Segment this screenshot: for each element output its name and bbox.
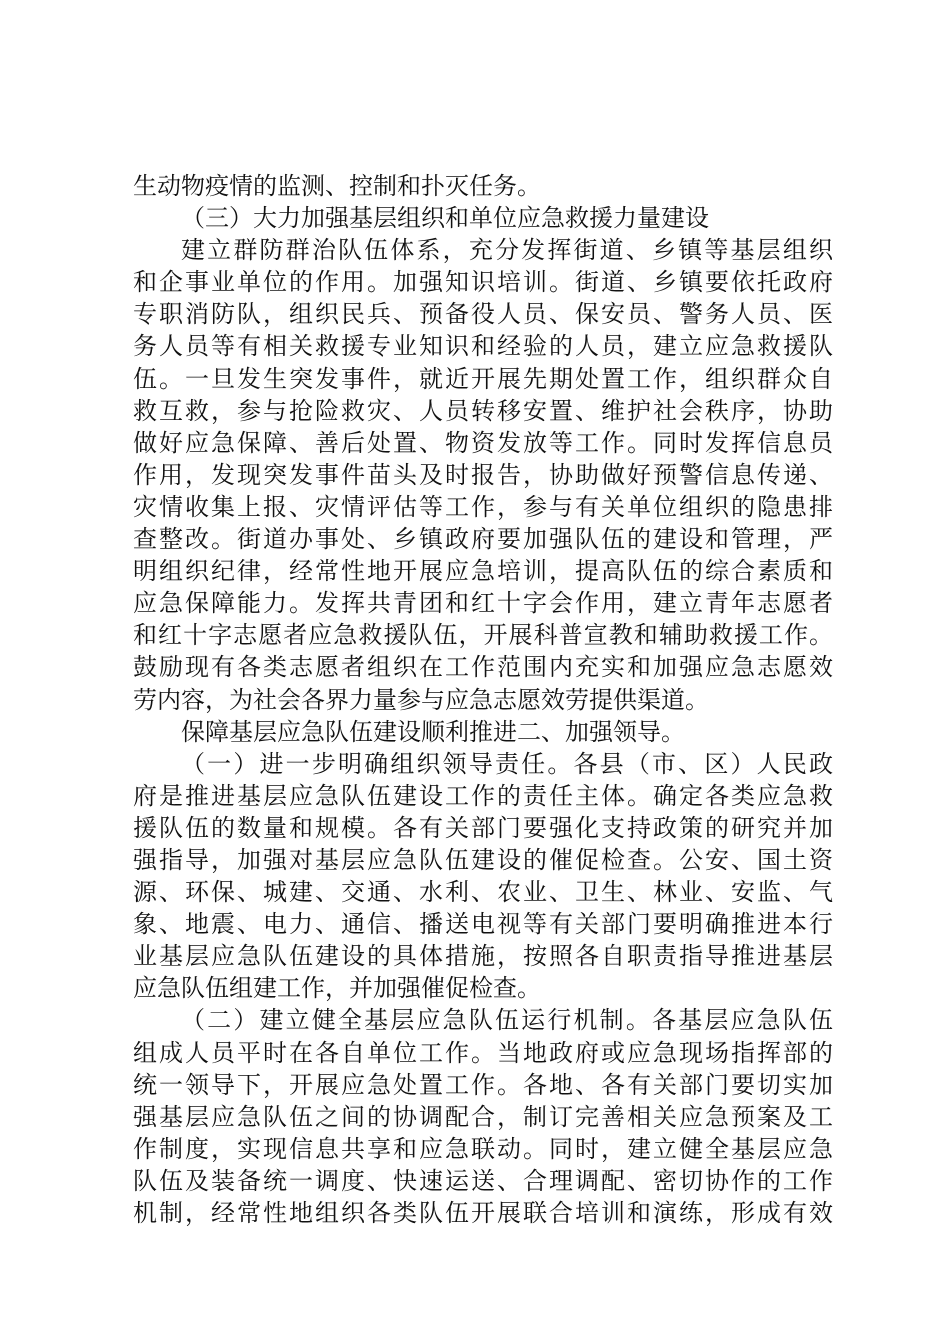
paragraph-line: 做好应急保障、善后处置、物资发放等工作。同时发挥信息员: [133, 428, 833, 457]
paragraph-line: 统一领导下，开展应急处置工作。各地、各有关部门要切实加: [133, 1070, 833, 1099]
paragraph-line: 救互救，参与抢险救灾、人员转移安置、维护社会秩序，协助: [133, 396, 833, 425]
paragraph-line: 劳内容，为社会各界力量参与应急志愿效劳提供渠道。: [133, 685, 709, 714]
paragraph-line: 作用，发现突发事件苗头及时报告，协助做好预警信息传递、: [133, 460, 833, 489]
paragraph-line: 强基层应急队伍之间的协调配合，制订完善相关应急预案及工: [133, 1102, 833, 1131]
paragraph-first-line: 建立群防群治队伍体系，充分发挥街道、乡镇等基层组织: [181, 236, 833, 265]
paragraph-line: 援队伍的数量和规模。各有关部门要强化支持政策的研究并加: [133, 813, 833, 842]
paragraph-line: 组成人员平时在各自单位工作。当地政府或应急现场指挥部的: [133, 1038, 833, 1067]
paragraph-line: 作制度，实现信息共享和应急联动。同时，建立健全基层应急: [133, 1134, 833, 1163]
paragraph-line: 查整改。街道办事处、乡镇政府要加强队伍的建设和管理，严: [133, 525, 833, 554]
paragraph-first-line: 保障基层应急队伍建设顺利推进二、加强领导。: [181, 717, 685, 746]
paragraph-line: 队伍及装备统一调度、快速运送、合理调配、密切协作的工作: [133, 1166, 833, 1195]
paragraph-line: 和红十字志愿者应急救援队伍，开展科普宣教和辅助救援工作。: [133, 621, 833, 650]
document-body: [133, 170, 833, 1229]
paragraph-line: 源、环保、城建、交通、水利、农业、卫生、林业、安监、气: [133, 878, 833, 907]
paragraph-line: 灾情收集上报、灾情评估等工作，参与有关单位组织的隐患排: [133, 492, 833, 521]
paragraph-line: 明组织纪律，经常性地开展应急培训，提高队伍的综合素质和: [133, 557, 833, 586]
paragraph-line: 专职消防队，组织民兵、预备役人员、保安员、警务人员、医: [133, 300, 833, 329]
paragraph-line: 鼓励现有各类志愿者组织在工作范围内充实和加强应急志愿效: [133, 653, 833, 682]
paragraph-first-line: （一）进一步明确组织领导责任。各县（市、区）人民政: [181, 749, 833, 778]
paragraph-line: 生动物疫情的监测、控制和扑灭任务。: [133, 172, 541, 200]
paragraph-line: 和企事业单位的作用。加强知识培训。街道、乡镇要依托政府: [133, 268, 833, 297]
paragraph-line: 府是推进基层应急队伍建设工作的责任主体。确定各类应急救: [133, 781, 833, 810]
paragraph-line: 象、地震、电力、通信、播送电视等有关部门要明确推进本行: [133, 910, 833, 939]
paragraph-line: 务人员等有相关救援专业知识和经验的人员，建立应急救援队: [133, 332, 833, 361]
paragraph-line: 应急队伍组建工作，并加强催促检查。: [133, 974, 541, 1003]
paragraph-first-line: （三）大力加强基层组织和单位应急救援力量建设: [181, 204, 709, 233]
paragraph-line: 业基层应急队伍建设的具体措施，按照各自职责指导推进基层: [133, 942, 833, 971]
paragraph-line: 应急保障能力。发挥共青团和红十字会作用，建立青年志愿者: [133, 589, 833, 618]
paragraph-line: 机制，经常性地组织各类队伍开展联合培训和演练，形成有效: [133, 1199, 833, 1227]
paragraph-first-line: （二）建立健全基层应急队伍运行机制。各基层应急队伍: [181, 1006, 833, 1035]
paragraph-line: 强指导，加强对基层应急队伍建设的催促检查。公安、国土资: [133, 845, 833, 874]
paragraph-line: 伍。一旦发生突发事件，就近开展先期处置工作，组织群众自: [133, 364, 833, 393]
